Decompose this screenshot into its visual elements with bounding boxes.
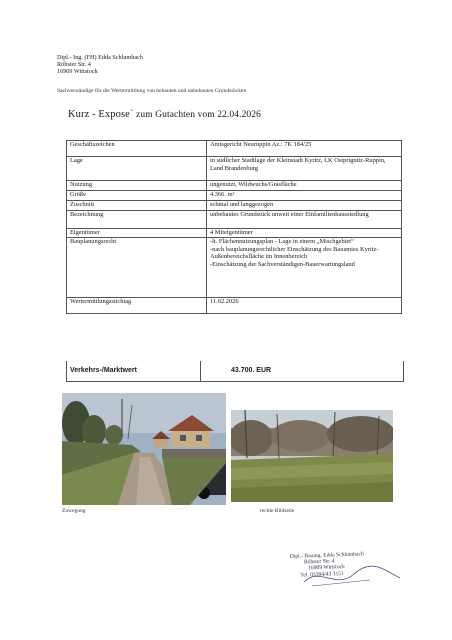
row-value: schmal und langgezogen — [207, 201, 402, 211]
title-main: Kurz - Expose` — [68, 109, 134, 120]
row-key: Geschäftszeichen — [67, 141, 207, 157]
row-key: Bezeichnung — [67, 211, 207, 229]
row-key: Lage — [67, 157, 207, 181]
table-row — [67, 141, 402, 157]
stamp-line-1: Dipl.- Bauing. Edda Schlumbach — [289, 551, 364, 560]
row-value: 4 Miteigentümer — [207, 229, 402, 238]
row-value: -lt. Flächennutzungsplan - Lage in einem „Mischgebiet“ -nach bauplanungsrechtlicher Einschätzung des Bauamtes Kyritz-Außenbereichsfläche im Innenbereich -Einschätzung der Sachverständigen-Bauerwartungsland — [207, 238, 402, 298]
photo-access-road — [62, 393, 226, 505]
row-key: Wertermittlungsstichtag — [67, 298, 207, 314]
table-row — [67, 211, 402, 229]
row-key: Bauplanungsrecht — [67, 238, 207, 298]
row-value: unbebautes Grundstück unweit einer Einfamilienhaussiedlung — [207, 211, 402, 229]
valuation-divider — [200, 361, 201, 381]
table-row — [67, 157, 402, 181]
row-value: 11.02.2026 — [207, 298, 402, 314]
page-title — [68, 109, 261, 120]
caption-left: Zuwegung — [62, 508, 86, 514]
table-row — [67, 191, 402, 201]
author-name: Dipl.- Ing. (FH) Edda Schlumbach — [57, 54, 143, 61]
subtitle: Sachverständige für die Wertermittlung von bebauten und unbebauten Grundstücken — [57, 88, 247, 94]
table-row — [67, 201, 402, 211]
stamp-line-2: Röhster Str. 4 — [303, 558, 335, 566]
valuation-label: Verkehrs-/Marktwert — [70, 367, 137, 374]
stamp-line-3: 16909 Wittstock — [308, 564, 346, 572]
row-key: Nutzung — [67, 181, 207, 191]
table-row — [67, 238, 402, 298]
row-value: 4.366. m² — [207, 191, 402, 201]
row-value: Amtsgericht Neuruppin Az.: 7K 184/25 — [207, 141, 402, 157]
table-row — [67, 181, 402, 191]
caption-right: rechte Bildseite — [260, 508, 295, 514]
photo-right-side — [231, 410, 393, 502]
title-rest: zum Gutachten vom 22.04.2026 — [133, 110, 261, 120]
row-key: Eigentümer — [67, 229, 207, 238]
author-city: 16909 Wittstock — [57, 68, 98, 75]
row-key: Zuschnitt — [67, 201, 207, 211]
row-value: ungenutzt, Wildwuchs/Grasfläche — [207, 181, 402, 191]
author-street: Röhster Str. 4 — [57, 61, 91, 68]
row-key: Größe — [67, 191, 207, 201]
valuation-amount: 43.700. EUR — [231, 367, 272, 374]
signature-mark — [300, 560, 404, 590]
row-value: in südlicher Stadtlage der Kleinstadt Kyritz, LK Ostprignitz-Ruppin, Land Brandenburg — [207, 157, 402, 181]
info-table — [66, 140, 402, 314]
table-row — [67, 298, 402, 314]
table-row — [67, 229, 402, 238]
stamp-line-4: Tel. 03394/43 3151 — [300, 570, 345, 579]
